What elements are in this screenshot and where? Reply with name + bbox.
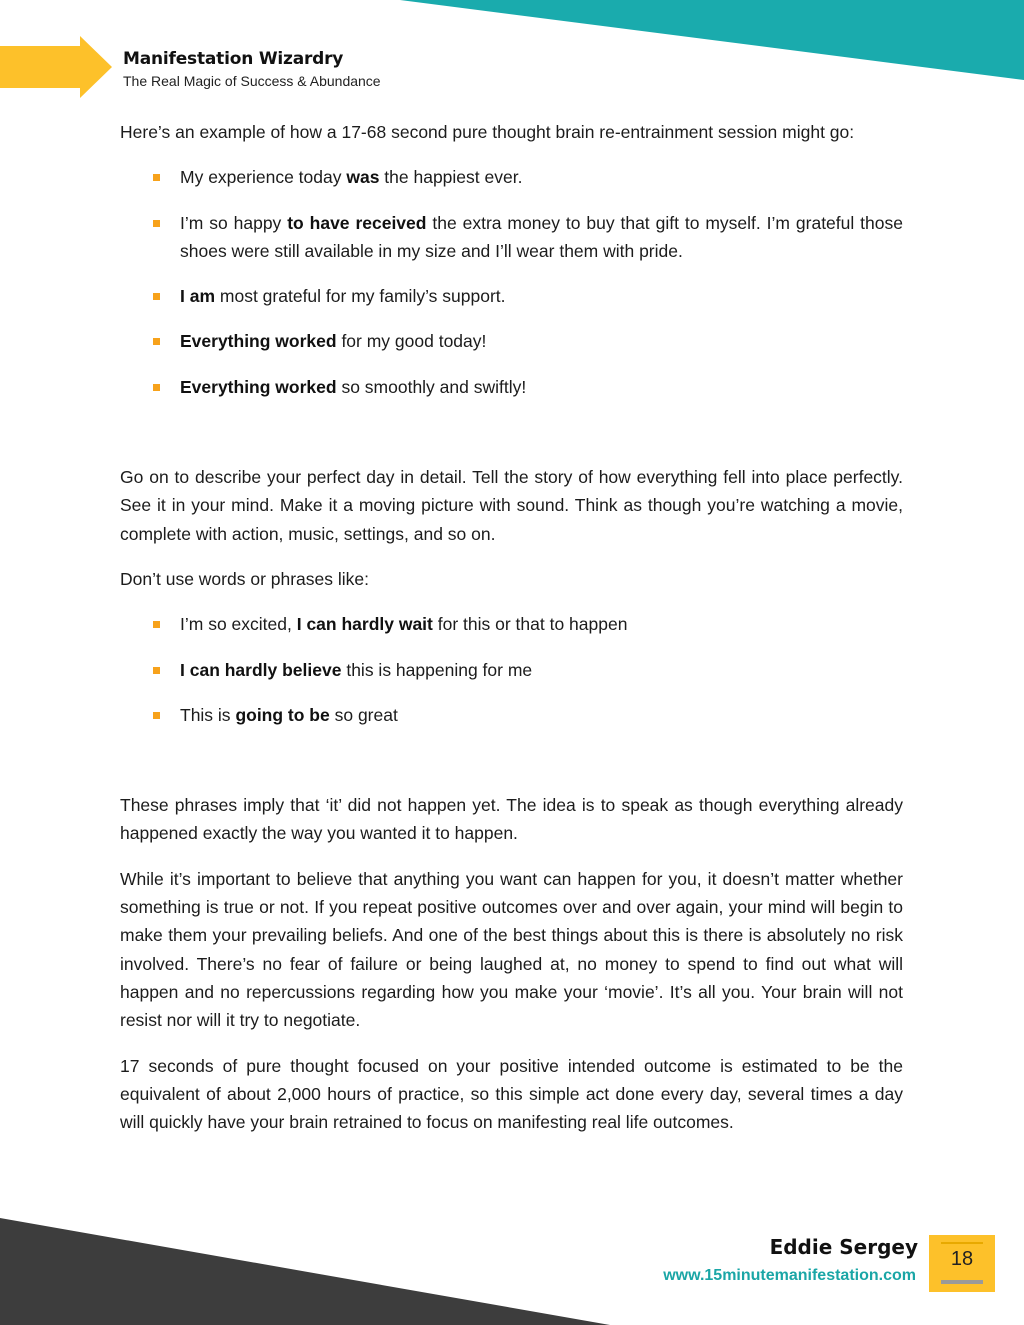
list-item: My experience today was the happiest ever. [120, 163, 903, 191]
list-item: I can hardly believe this is happening for me [120, 656, 903, 684]
bullet-square-icon [153, 712, 160, 719]
bullet-square-icon [153, 174, 160, 181]
badge-top-rule [941, 1242, 983, 1244]
list-item: I’m so excited, I can hardly wait for this or that to happen [120, 610, 903, 638]
dont-use-intro: Don’t use words or phrases like: [120, 568, 369, 589]
body-paragraph: These phrases imply that ‘it’ did not happen yet. The idea is to speak as though everything already happened exactly the way you wanted it to happen. [120, 795, 903, 844]
top-teal-band [400, 0, 1024, 80]
list-item: I am most grateful for my family’s support. [120, 282, 903, 310]
page-header [123, 47, 381, 91]
phrases-to-avoid-list [120, 610, 903, 729]
list-item: This is going to be so great [120, 701, 903, 729]
example-statements-list [120, 163, 903, 401]
badge-bottom-rule [941, 1280, 983, 1284]
bullet-square-icon [153, 220, 160, 227]
body-paragraph: 17 seconds of pure thought focused on your positive intended outcome is estimated to be the equivalent of about 2,000 hours of practice, so this simple act done every day, several times a day will quickly have your brain retrained to focus on manifesting real life outcomes. [120, 1055, 903, 1133]
bullet-square-icon [153, 338, 160, 345]
section-spacer [120, 418, 903, 463]
list-item: Everything worked so smoothly and swiftly! [120, 373, 903, 401]
document-subtitle: The Real Magic of Success & Abundance [123, 73, 381, 89]
author-name: Eddie Sergey [769, 1235, 918, 1259]
describe-paragraph: Go on to describe your perfect day in detail. Tell the story of how everything fell into place perfectly. See it in your mind. Make it a moving picture with sound. Think as though you’re watching a movie, complete with action, music, settings, and so on. [120, 467, 903, 544]
body-paragraph: While it’s important to believe that anything you want can happen for you, it doesn’t matter whether something is true or not. If you repeat positive outcomes over and over again, your mind will begin to make them your prevailing beliefs. And one of the best things about this is there is absolutely no risk involved. There’s no fear of failure or being laughed at, no money to spend to find out what will happen and no repercussions regarding how you make your ‘movie’. It’s all you. Your brain will not resist nor will it try to negotiate. [120, 868, 903, 1031]
page-number: 18 [950, 1248, 974, 1270]
section-spacer [120, 746, 903, 791]
list-item: Everything worked for my good today! [120, 327, 903, 355]
website-link[interactable]: www.15minutemanifestation.com [663, 1267, 916, 1284]
bullet-square-icon [153, 293, 160, 300]
bullet-square-icon [153, 667, 160, 674]
page-body [120, 118, 903, 1153]
bullet-square-icon [153, 621, 160, 628]
list-item: I’m so happy to have received the extra money to buy that gift to myself. I’m grateful those shoes were still available in my size and I’ll wear them with pride. [120, 209, 903, 266]
intro-paragraph: Here’s an example of how a 17-68 second pure thought brain re-entrainment session might go: [120, 122, 855, 142]
page-number-badge [929, 1235, 995, 1292]
bottom-dark-band [0, 1218, 610, 1325]
bullet-square-icon [153, 384, 160, 391]
document-title: Manifestation Wizardry [123, 49, 344, 69]
header-arrow-icon [0, 36, 112, 98]
